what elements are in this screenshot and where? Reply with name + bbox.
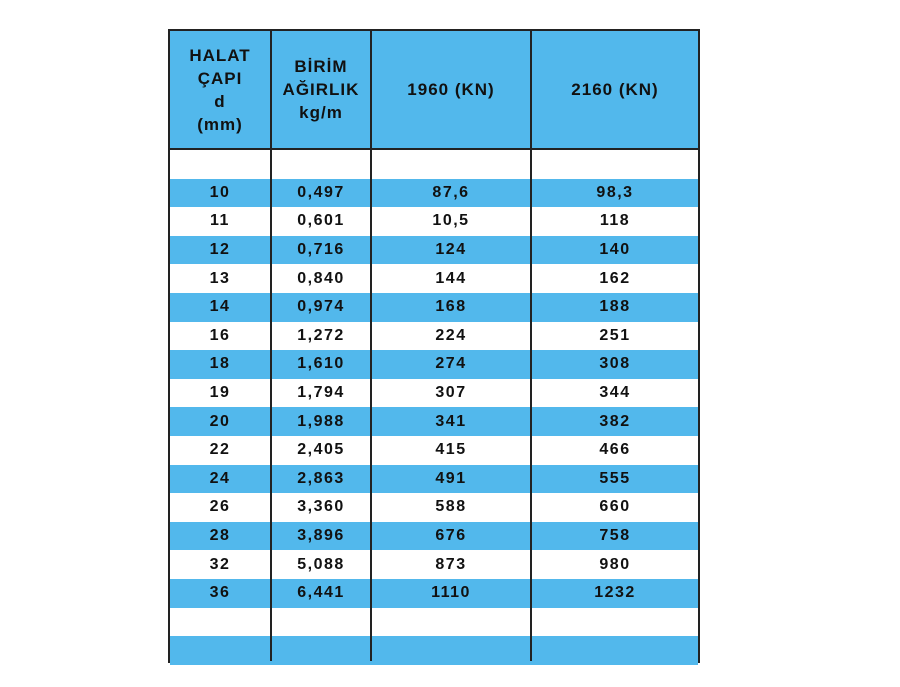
table-row [170,636,698,665]
cell-diameter: 14 [209,298,231,316]
table-row [170,407,698,436]
cell-diameter: 22 [209,441,231,459]
cell-1960: 168 [435,298,467,316]
cell-2160: 555 [599,469,631,487]
cell-2160: 308 [599,355,631,373]
cell-weight: 1,272 [297,326,345,344]
header-rope-diameter [170,31,270,148]
cell-2160: 382 [599,412,631,430]
table-row [170,579,698,608]
cell-2160: 251 [599,326,631,344]
table-row [170,179,698,208]
cell-1960: 224 [435,326,467,344]
table-row [170,293,698,322]
cell-diameter: 28 [209,527,231,545]
cell-diameter: 13 [209,269,231,287]
header-line: AĞIRLIK [282,80,360,99]
table-row [170,150,698,179]
cell-2160: 1232 [594,584,636,602]
cell-weight: 0,601 [297,212,345,230]
table-row [170,550,698,579]
table-row [170,264,698,293]
table-header [170,31,698,150]
cell-diameter: 16 [209,326,231,344]
cell-diameter: 26 [209,498,231,516]
cell-1960: 87,6 [432,183,470,201]
header-1960-label: 1960 (KN) [407,80,495,99]
header-2160-label: 2160 (KN) [571,80,659,99]
cell-2160: 466 [599,441,631,459]
table-row [170,608,698,637]
cell-1960: 274 [435,355,467,373]
cell-weight: 0,716 [297,241,345,259]
cell-2160: 118 [599,212,631,230]
cell-diameter: 24 [209,469,231,487]
table-row [170,465,698,494]
cell-diameter: 32 [209,555,231,573]
table-row [170,350,698,379]
cell-weight: 1,988 [297,412,345,430]
rope-specification-table [168,29,700,663]
header-line: kg/m [299,103,343,122]
cell-1960: 341 [435,412,467,430]
table-row [170,522,698,551]
cell-1960: 144 [435,269,467,287]
header-line: BİRİM [294,57,348,76]
table-row [170,207,698,236]
column-divider [530,31,532,661]
cell-1960: 873 [435,555,467,573]
table-row [170,236,698,265]
cell-weight: 2,863 [297,469,345,487]
cell-1960: 1110 [431,584,471,602]
cell-weight: 2,405 [297,441,345,459]
cell-1960: 491 [435,469,467,487]
header-line: ÇAPI [197,68,243,88]
cell-diameter: 36 [209,584,231,602]
header-line: HALAT [189,45,251,65]
cell-1960: 307 [435,384,467,402]
cell-diameter: 18 [209,355,231,373]
table-row [170,493,698,522]
cell-2160: 660 [599,498,631,516]
header-unit-weight [272,31,370,148]
cell-2160: 344 [599,384,631,402]
column-divider [370,31,372,661]
cell-weight: 0,840 [297,269,345,287]
cell-1960: 10,5 [432,212,470,230]
cell-2160: 140 [599,241,631,259]
cell-weight: 5,088 [297,555,345,573]
table-row [170,322,698,351]
cell-2160: 188 [599,298,631,316]
header-line: d [214,91,226,111]
cell-weight: 1,794 [297,384,345,402]
cell-1960: 124 [435,241,467,259]
cell-1960: 588 [435,498,467,516]
cell-diameter: 11 [210,212,230,230]
cell-weight: 3,360 [297,498,345,516]
cell-diameter: 20 [209,412,231,430]
header-2160 [532,31,698,148]
cell-weight: 0,974 [297,298,345,316]
cell-2160: 758 [599,527,631,545]
column-divider [270,31,272,661]
cell-weight: 0,497 [297,183,345,201]
cell-2160: 980 [599,555,631,573]
cell-weight: 1,610 [297,355,345,373]
cell-weight: 3,896 [297,527,345,545]
cell-2160: 162 [599,269,631,287]
cell-1960: 676 [435,527,467,545]
cell-diameter: 12 [209,241,231,259]
header-1960 [372,31,530,148]
cell-weight: 6,441 [297,584,345,602]
table-row [170,436,698,465]
cell-diameter: 19 [209,384,231,402]
cell-diameter: 10 [209,183,231,201]
table-row [170,379,698,408]
cell-1960: 415 [435,441,467,459]
header-line: (mm) [197,114,243,134]
cell-2160: 98,3 [596,183,634,201]
